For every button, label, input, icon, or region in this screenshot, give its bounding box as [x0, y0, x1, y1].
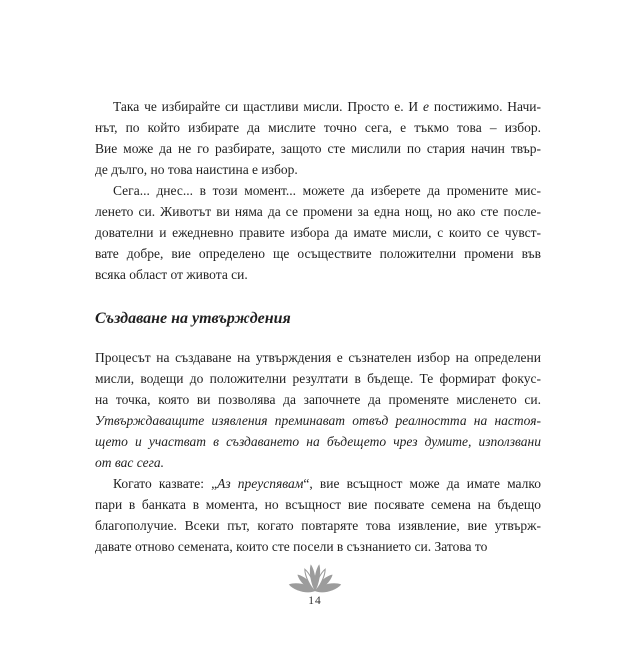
text-line: ленето си. Животът ви няма да се промени за една нощ, но ако сте после- — [95, 204, 541, 219]
text-line: мисли, водещи до положителни резултати в бъдеще. Те формират фокус- — [95, 371, 541, 386]
text-line: от вас сега. — [95, 455, 164, 470]
text-line: Сега... днес... в този момент... можете да изберете да промените мис- — [113, 183, 541, 198]
text-line: Процесът на създаване на утвърждения е съзнателен избор на определени — [95, 350, 541, 365]
text-line: пари в банката в момента, но всъщност вие посявате семена на бъдещо — [95, 497, 541, 512]
text-line: щето и участват в създаването на бъдещето чрез думите, използвани — [95, 434, 541, 449]
text-line: благополучие. Всеки път, когато повтаряте това изявление, вие утвърж- — [95, 518, 541, 533]
text-block — [95, 96, 541, 557]
text-line: де дълго, но това наистина е избор. — [95, 162, 298, 177]
text-line: дователни и ежедневно правите избора да имате мисли, с които се чувст- — [95, 225, 541, 240]
text-line: на точка, която ви позволява да започнете да променяте мисленето си. — [95, 392, 541, 407]
lotus-flower-icon — [282, 560, 348, 594]
paragraph — [95, 473, 541, 557]
text-line: Така че избирайте си щастливи мисли. Просто е. И е постижимо. Начи- — [113, 99, 541, 114]
page-footer — [0, 560, 630, 607]
page-number: 14 — [308, 595, 322, 607]
text-line: вате добре, вие определено ще осъществите положителни промени във — [95, 246, 541, 261]
section-heading: Създаване на утвърждения — [95, 310, 291, 327]
paragraph — [95, 347, 541, 473]
text-line: Когато казвате: „Аз преуспявам“, вие всъщност може да имате малко — [113, 476, 541, 491]
text-line: нът, по който избирате да мислите точно сега, е тъкмо това – избор. — [95, 120, 541, 135]
text-line: всяка област от живота си. — [95, 267, 248, 282]
text-line: Вие може да не го разбирате, защото сте мислили по стария начин твър- — [95, 141, 541, 156]
paragraph — [95, 96, 541, 180]
text-line: Утвърждаващите изявления преминават отвъд реалността на настоя- — [95, 413, 541, 428]
paragraph — [95, 180, 541, 285]
text-line: давате отново семената, които сте посели в съзнанието си. Затова то — [95, 539, 488, 554]
